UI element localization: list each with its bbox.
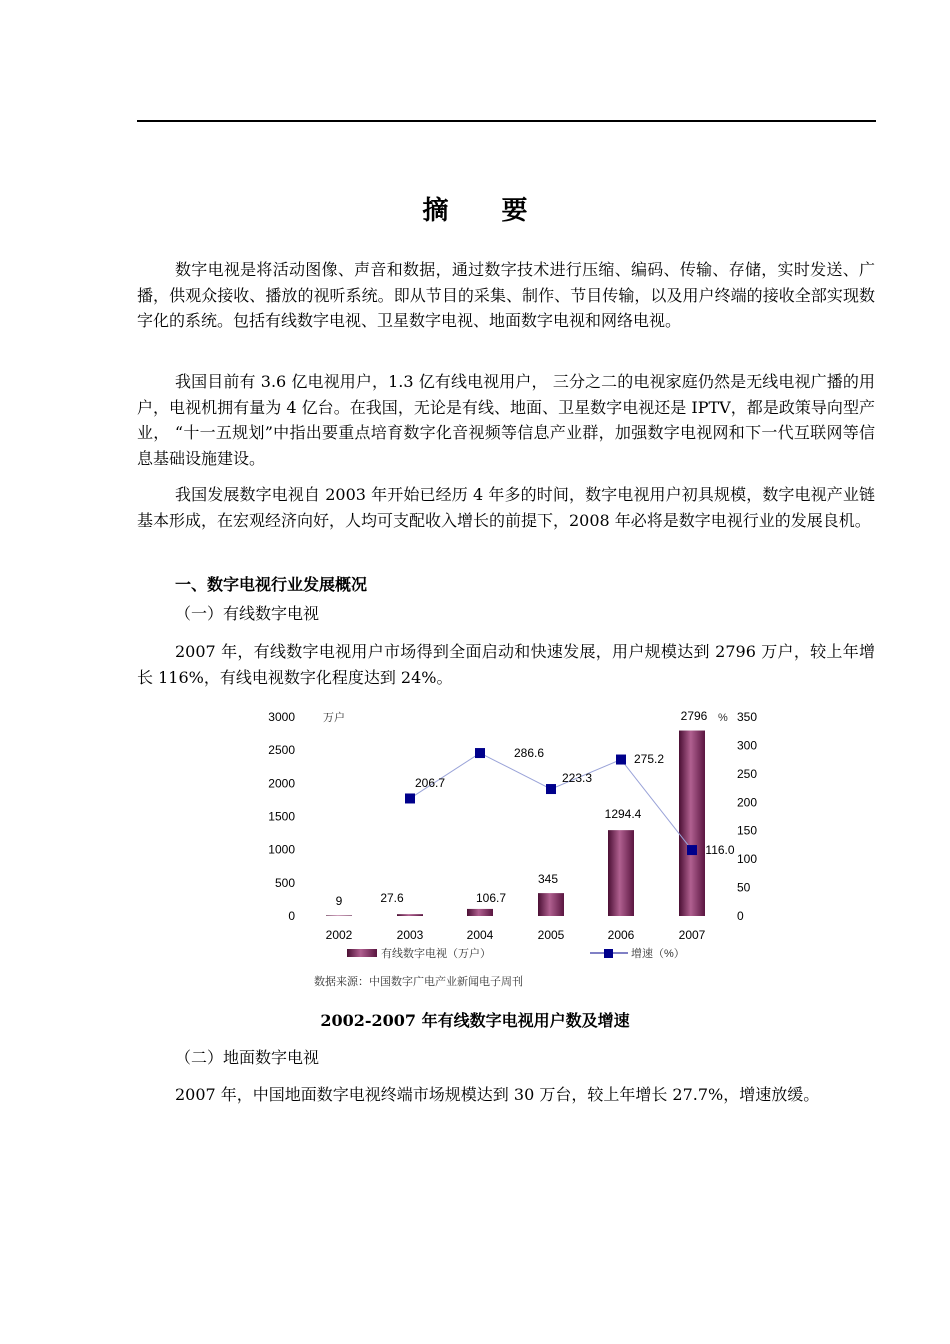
page-title: 摘 要 xyxy=(422,196,550,226)
chart-source: 数据来源：中国数字广电产业新闻电子周刊 xyxy=(314,976,523,988)
growth-marker xyxy=(475,748,485,758)
bar-value-label: 27.6 xyxy=(380,891,404,905)
paragraph-4: 2007 年，有线数字电视用户市场得到全面启动和快速发展，用户规模达到 2796 万户，较上年增长 116%，有线电视数字化程度达到 24%。 xyxy=(137,642,875,687)
y-left-tick-label: 1000 xyxy=(268,842,295,857)
y-left-tick-label: 1500 xyxy=(268,809,295,824)
growth-value-label: 206.7 xyxy=(414,776,446,790)
y-right-tick-label: 250 xyxy=(737,766,758,781)
x-tick-label: 2002 xyxy=(325,928,353,942)
growth-value-label: 116.0 xyxy=(705,843,735,857)
header-rule xyxy=(137,120,876,122)
paragraph-5: 2007 年，中国地面数字电视终端市场规模达到 30 万台，较上年增长 27.7%，增速放缓。 xyxy=(175,1085,820,1104)
legend-bar-swatch xyxy=(347,949,377,957)
subsection-heading-2: （二）地面数字电视 xyxy=(175,1048,320,1067)
bar-2003 xyxy=(397,914,423,916)
growth-value-label: 286.6 xyxy=(513,746,545,760)
bar-2007 xyxy=(679,731,705,916)
growth-line xyxy=(410,753,692,850)
growth-value-label: 223.3 xyxy=(561,771,593,785)
legend-line-marker xyxy=(604,949,613,958)
growth-marker xyxy=(687,845,697,855)
bar-value-label: 1294.4 xyxy=(604,807,642,821)
y-left-tick-label: 0 xyxy=(288,909,295,923)
y-right-tick-label: 50 xyxy=(737,880,751,895)
legend-bar-label: 有线数字电视（万户） xyxy=(381,948,491,960)
growth-marker xyxy=(616,755,626,765)
bar-value-label: 345 xyxy=(537,872,559,886)
y-right-tick-label: 300 xyxy=(737,738,758,753)
y-right-tick-label: 200 xyxy=(737,795,758,810)
x-tick-label: 2007 xyxy=(678,928,706,942)
y-left-tick-label: 2500 xyxy=(268,743,295,758)
growth-value-label: 275.2 xyxy=(633,752,665,766)
legend-line-label: 增速（%） xyxy=(631,948,685,960)
x-tick-label: 2003 xyxy=(396,928,424,942)
chart-caption: 2002-2007 年有线数字电视用户数及增速 xyxy=(320,1011,630,1030)
y-left-tick-label: 500 xyxy=(274,875,295,890)
cable-digital-tv-chart xyxy=(250,700,780,1000)
y-left-unit: 万户 xyxy=(323,712,345,724)
growth-marker xyxy=(405,793,415,803)
y-right-tick-label: 150 xyxy=(737,823,758,838)
paragraph-1: 数字电视是将活动图像、声音和数据，通过数字技术进行压缩、编码、传输、存储，实时发送、广播，供观众接收、播放的视听系统。即从节目的采集、制作、节目传输，以及用户终端的接收全部实现数字化的系统。包括有线数字电视、卫星数字电视、地面数字电视和网络电视。 xyxy=(137,260,875,330)
x-tick-label: 2005 xyxy=(537,928,565,942)
paragraph-3: 我国发展数字电视自 2003 年开始已经历 4 年多的时间，数字电视用户初具规模，数字电视产业链基本形成，在宏观经济向好，人均可支配收入增长的前提下，2008 年必将是数字电视行业的发展良机。 xyxy=(137,485,875,530)
bar-2005 xyxy=(538,893,564,916)
bar-value-label: 106.7 xyxy=(475,891,507,905)
bar-2004 xyxy=(467,909,493,916)
bar-2006 xyxy=(608,830,634,916)
paragraph-2: 我国目前有 3.6 亿电视用户，1.3 亿有线电视用户， 三分之二的电视家庭仍然是无线电视广播的用户，电视机拥有量为 4 亿台。在我国，无论是有线、地面、卫星数字电视还是 IPTV，都是政策导向型产业， “十一五规划”中指出要重点培育数字化音视频等信息产业群，加强数字电视网和下一代互联网等信息基础设施建设。 xyxy=(137,372,875,468)
x-tick-label: 2006 xyxy=(607,928,635,942)
bar-2002 xyxy=(326,915,352,916)
bar-value-label: 2796 xyxy=(680,709,708,723)
y-right-tick-label: 100 xyxy=(737,852,758,867)
y-right-tick-label: 350 xyxy=(737,710,758,724)
growth-marker xyxy=(546,784,556,794)
bar-value-label: 9 xyxy=(335,894,343,908)
y-left-tick-label: 2000 xyxy=(268,776,295,791)
section-heading-1: 一、数字电视行业发展概况 xyxy=(175,575,368,594)
y-right-tick-label: 0 xyxy=(737,909,744,923)
x-tick-label: 2004 xyxy=(466,928,494,942)
subsection-heading-1: （一）有线数字电视 xyxy=(175,604,320,623)
y-left-tick-label: 3000 xyxy=(268,710,295,724)
y-right-unit: % xyxy=(718,712,728,724)
